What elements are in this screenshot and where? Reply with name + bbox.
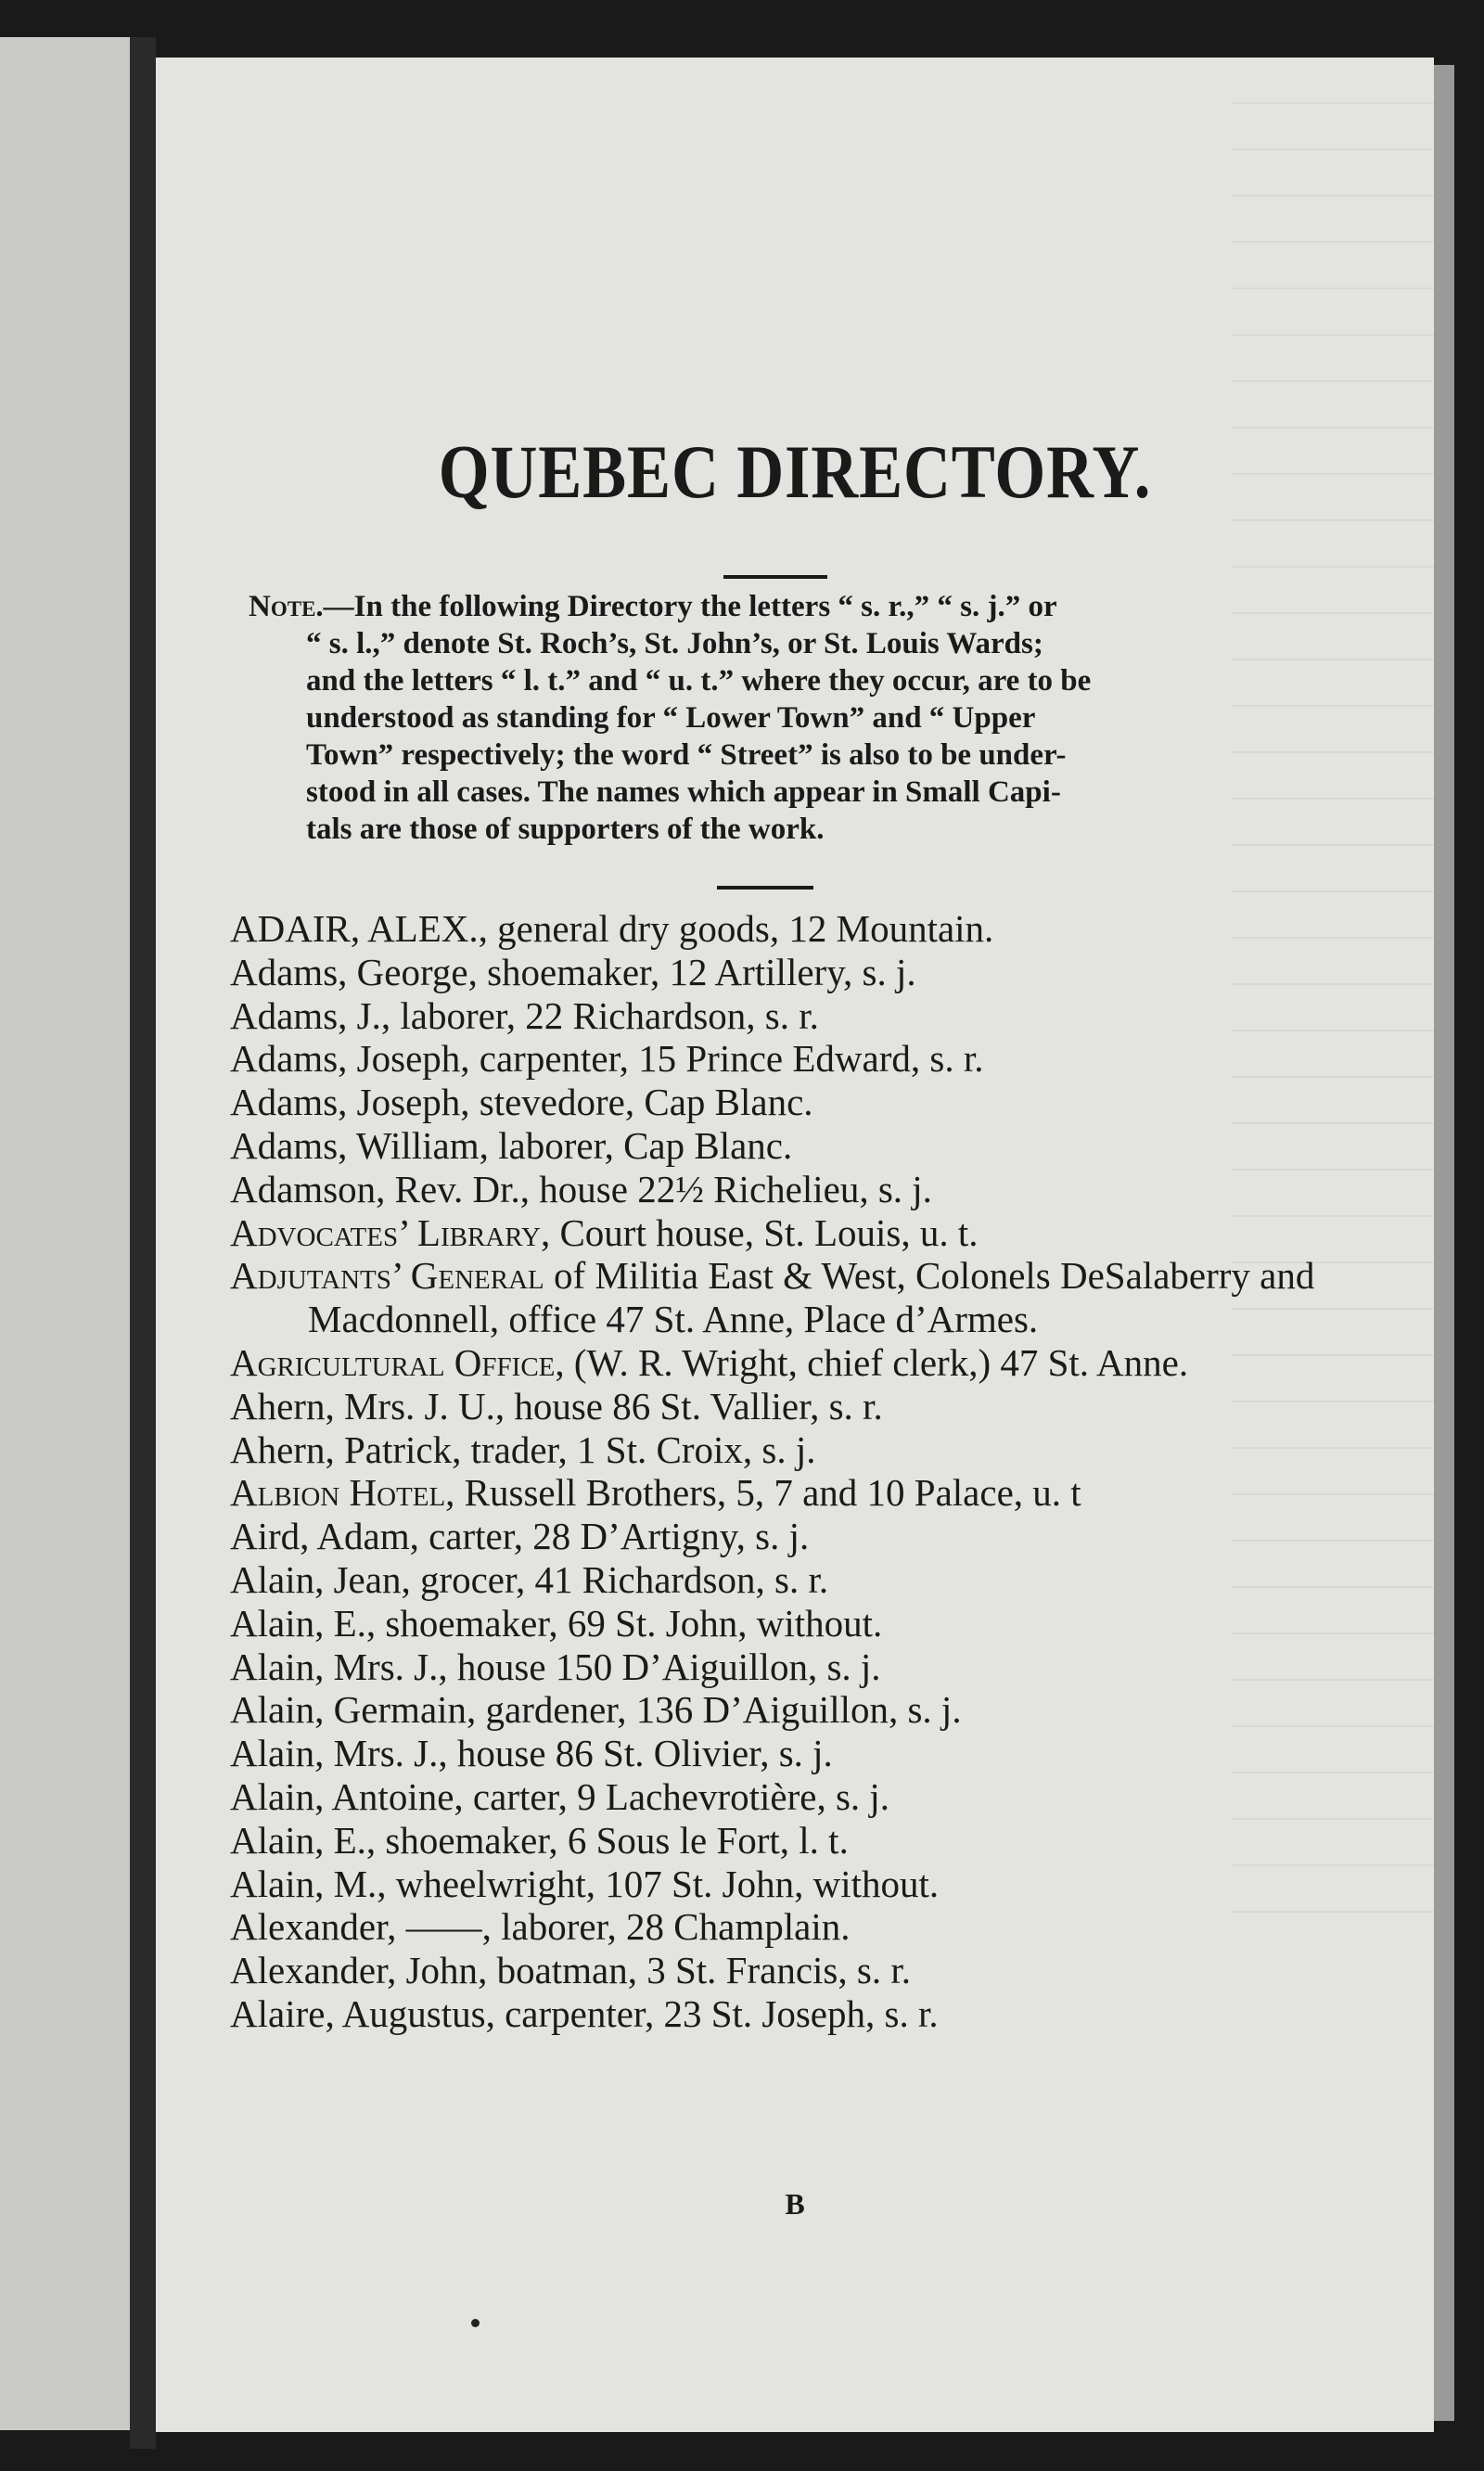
directory-entry: Adjutants’ General of Militia East & West, Colonels DeSalaberry and Macdonnell, office 47 St. Anne, Place d’Armes. bbox=[230, 1254, 1315, 1341]
directory-entry: ADAIR, ALEX., general dry goods, 12 Mountain. bbox=[230, 907, 994, 950]
directory-entry: Alain, E., shoemaker, 6 Sous le Fort, l. t. bbox=[230, 1818, 849, 1862]
directory-entry: Adams, William, laborer, Cap Blanc. bbox=[230, 1123, 793, 1167]
directory-entry: Alexander, ——, laborer, 28 Champlain. bbox=[230, 1905, 851, 1949]
directory-note bbox=[249, 588, 1360, 848]
title-rule bbox=[723, 575, 827, 579]
directory-entry: Adams, Joseph, stevedore, Cap Blanc. bbox=[230, 1081, 813, 1124]
directory-entry: Alain, E., shoemaker, 69 St. John, without. bbox=[230, 1601, 883, 1645]
directory-entries bbox=[230, 907, 1389, 2036]
note-line: Note.—In the following Directory the letters “ s. r.,” “ s. j.” or bbox=[249, 590, 1057, 623]
facing-page-edge bbox=[0, 37, 130, 2430]
directory-entry: Alain, Mrs. J., house 86 St. Olivier, s. j. bbox=[230, 1732, 833, 1775]
directory-entry: Advocates’ Library, Court house, St. Louis, u. t. bbox=[230, 1210, 979, 1254]
book-gutter bbox=[130, 37, 156, 2449]
directory-entry: Alexander, John, boatman, 3 St. Francis, s. r. bbox=[230, 1949, 911, 1992]
directory-page bbox=[156, 58, 1434, 2432]
note-line: and the letters “ l. t.” and “ u. t.” where they occur, are to be bbox=[306, 664, 1092, 698]
directory-entry: Adams, J., laborer, 22 Richardson, s. r. bbox=[230, 993, 819, 1037]
note-line: Town” respectively; the word “ Street” is also to be under- bbox=[306, 738, 1067, 772]
signature-mark: B bbox=[785, 2187, 805, 2221]
directory-entry: Alaire, Augustus, carpenter, 23 St. Joseph, s. r. bbox=[230, 1991, 939, 2035]
directory-entry: Alain, Germain, gardener, 136 D’Aiguillon, s. j. bbox=[230, 1688, 962, 1732]
directory-entry: Ahern, Patrick, trader, 1 St. Croix, s. j. bbox=[230, 1428, 816, 1471]
note-line: understood as standing for “ Lower Town” and “ Upper bbox=[306, 701, 1036, 735]
page-stack-edge bbox=[1434, 65, 1454, 2421]
directory-entry: Alain, Jean, grocer, 41 Richardson, s. r. bbox=[230, 1557, 829, 1601]
directory-entry: Agricultural Office, (W. R. Wright, chief clerk,) 47 St. Anne. bbox=[230, 1340, 1189, 1384]
directory-entry: Adamson, Rev. Dr., house 22½ Richelieu, s. j. bbox=[230, 1167, 932, 1210]
directory-entry: Albion Hotel, Russell Brothers, 5, 7 and 10 Palace, u. t bbox=[230, 1471, 1081, 1515]
note-rule bbox=[717, 886, 813, 890]
page-title: QUEBEC DIRECTORY. bbox=[438, 429, 1152, 514]
directory-entry: Aird, Adam, carter, 28 D’Artigny, s. j. bbox=[230, 1515, 810, 1558]
directory-entry: Alain, Antoine, carter, 9 Lachevrotière, s. j. bbox=[230, 1774, 890, 1818]
note-line: stood in all cases. The names which appear in Small Capi- bbox=[306, 775, 1061, 809]
note-line: tals are those of supporters of the work. bbox=[306, 813, 825, 846]
directory-entry: Adams, George, shoemaker, 12 Artillery, s. j. bbox=[230, 950, 916, 993]
directory-entry: Adams, Joseph, carpenter, 15 Prince Edward, s. r. bbox=[230, 1037, 984, 1081]
directory-entry: Alain, Mrs. J., house 150 D’Aiguillon, s. j. bbox=[230, 1645, 881, 1688]
directory-entry: Ahern, Mrs. J. U., house 86 St. Vallier, s. r. bbox=[230, 1384, 883, 1428]
note-label: Note. bbox=[249, 590, 324, 623]
note-line: “ s. l.,” denote St. Roch’s, St. John’s, or St. Louis Wards; bbox=[306, 627, 1043, 660]
directory-entry: Alain, M., wheelwright, 107 St. John, without. bbox=[230, 1862, 940, 1905]
ink-speck bbox=[471, 2319, 480, 2327]
